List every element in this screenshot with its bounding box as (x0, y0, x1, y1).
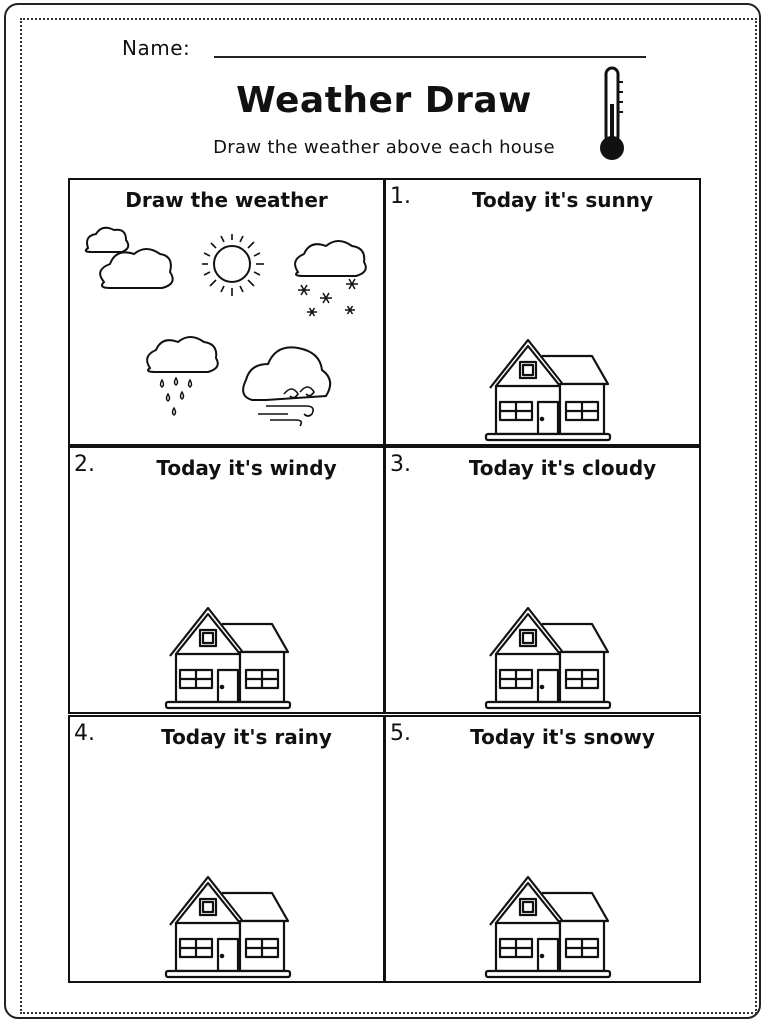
cell-number: 2. (74, 452, 95, 477)
page-subtitle: Draw the weather above each house (213, 137, 555, 158)
draw-cell-windy[interactable] (68, 446, 385, 714)
small-cloud-icon (86, 228, 129, 252)
reference-label: Draw the weather (125, 188, 328, 212)
draw-cell-cloudy[interactable] (384, 446, 701, 714)
draw-cell-snowy[interactable] (384, 715, 701, 983)
cell-label: Today it's snowy (470, 725, 655, 749)
house-icon (164, 873, 294, 979)
cell-number: 4. (74, 721, 95, 746)
draw-cell-rainy[interactable] (68, 715, 385, 983)
cell-label: Today it's cloudy (468, 456, 657, 480)
cell-number: 5. (390, 721, 411, 746)
cell-label: Today it's sunny (472, 188, 653, 212)
weather-icons (70, 220, 382, 442)
name-write-line[interactable] (214, 56, 646, 58)
cell-label: Today it's windy (156, 456, 337, 480)
snowflake-icons (298, 279, 358, 316)
house-icon (484, 336, 614, 442)
cell-number: 3. (390, 452, 411, 477)
thermometer-icon (592, 66, 632, 166)
house-icon (484, 604, 614, 710)
reference-panel (68, 178, 385, 446)
cell-label: Today it's rainy (161, 725, 332, 749)
weather-grid (68, 178, 702, 984)
raindrop-icons (161, 378, 192, 415)
name-label: Name: (122, 36, 191, 60)
sun-icon (202, 234, 264, 296)
cloud-icon (100, 249, 173, 288)
cell-number: 1. (390, 184, 411, 209)
house-icon (484, 873, 614, 979)
draw-cell-sunny[interactable] (384, 178, 701, 446)
page-title: Weather Draw (236, 80, 532, 121)
snow-cloud-icon (295, 241, 366, 276)
house-icon (164, 604, 294, 710)
rain-cloud-icon (147, 337, 218, 372)
